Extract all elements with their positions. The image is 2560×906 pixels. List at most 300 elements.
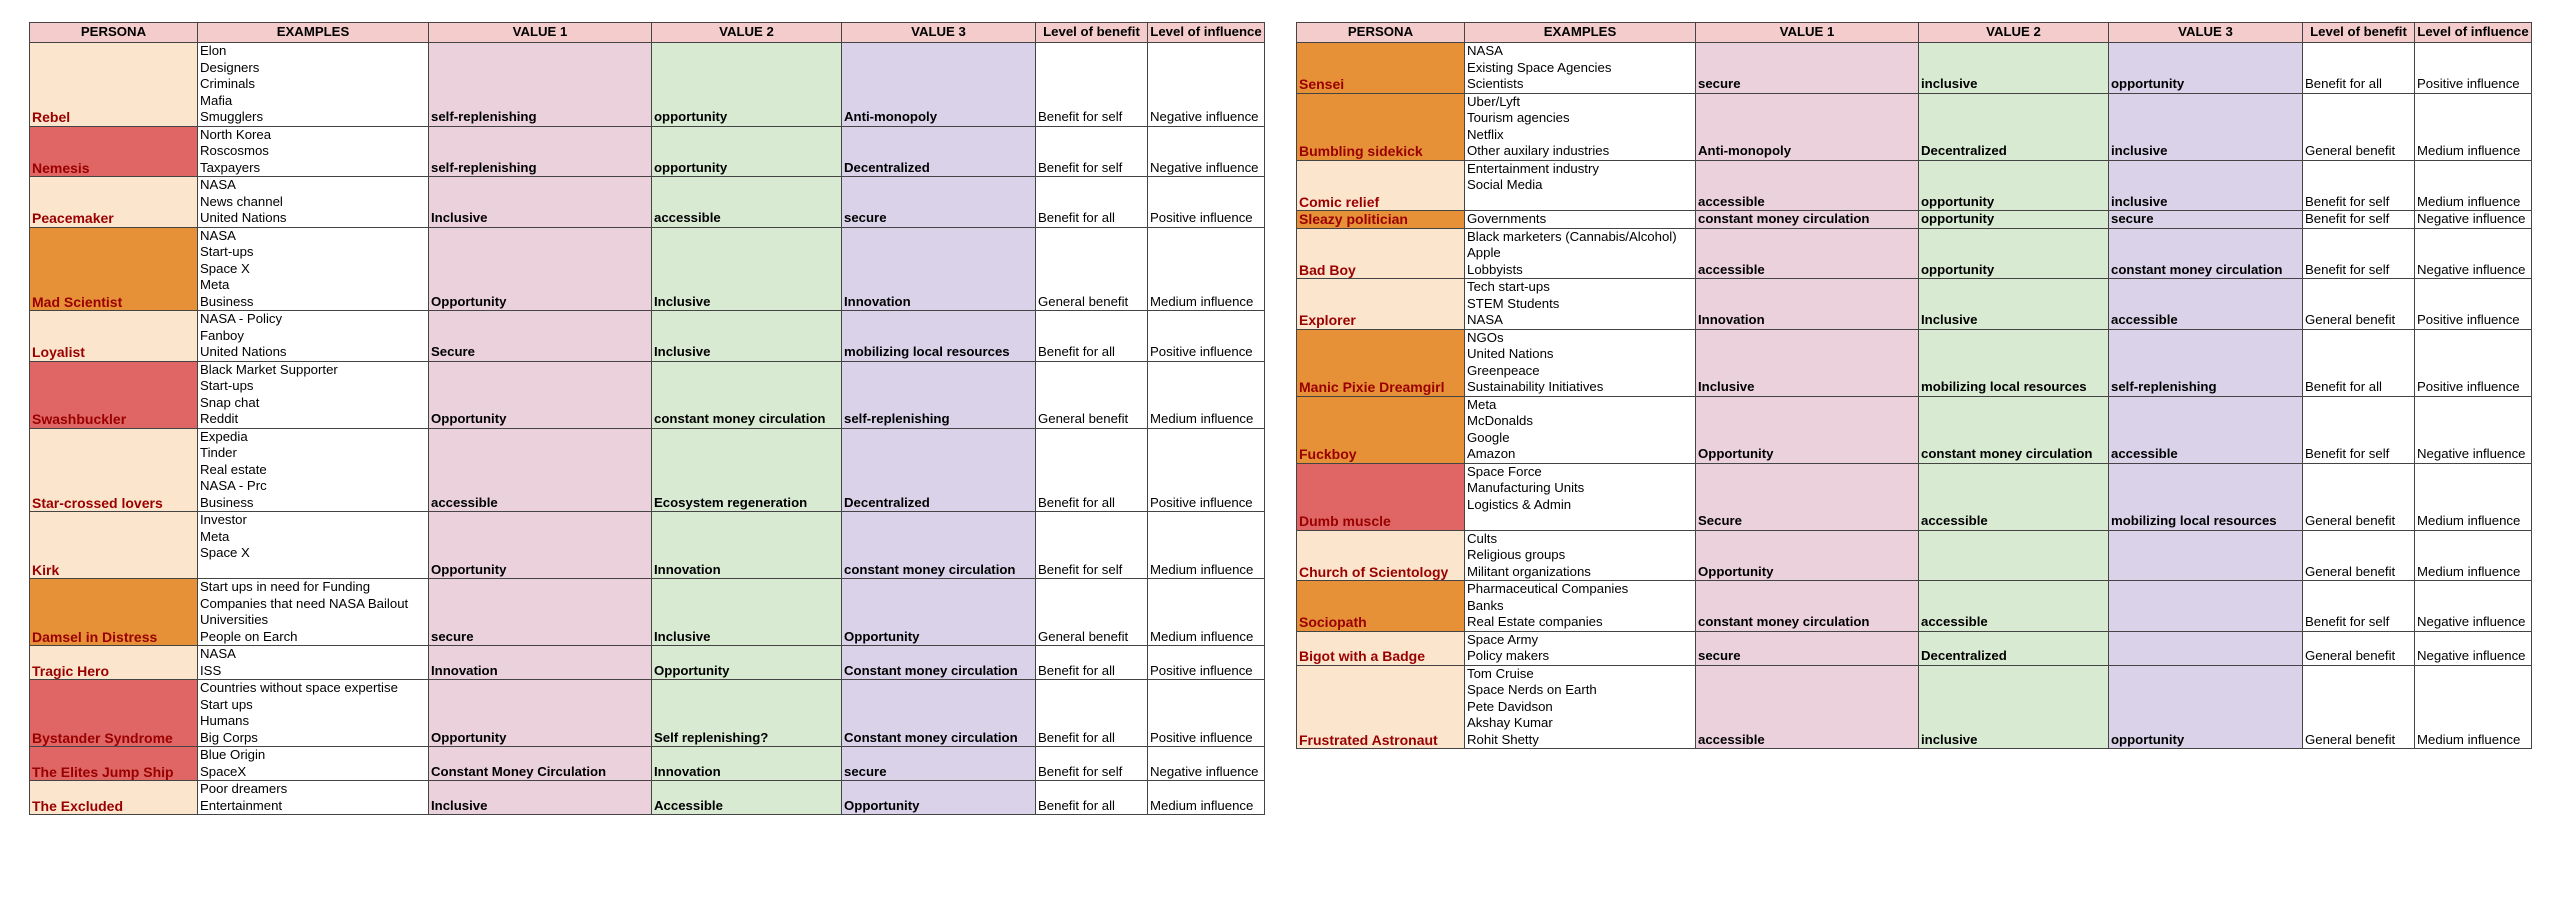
example-item: Banks: [1467, 597, 1504, 613]
table-row: [30, 43, 1265, 127]
influence-cell: Negative influence: [1148, 43, 1265, 127]
value-2-cell: Decentralized: [1919, 631, 2109, 665]
example-item: Real estate: [200, 461, 267, 477]
value-1-cell: accessible: [1696, 228, 1919, 279]
example-item: Apple: [1467, 245, 1501, 260]
persona-cell: Fuckboy: [1297, 396, 1465, 463]
benefit-cell: General benefit: [2303, 463, 2415, 530]
influence-cell: Medium influence: [1148, 361, 1265, 428]
right-persona-table: [1296, 22, 2532, 749]
example-item: Social Media: [1467, 177, 1543, 192]
persona-cell: Frustrated Astronaut: [1297, 665, 1465, 749]
table-row: [30, 227, 1265, 311]
persona-cell: Church of Scientology: [1297, 530, 1465, 581]
benefit-cell: Benefit for self: [2303, 581, 2415, 632]
example-item: Netflix: [1467, 126, 1504, 142]
table-row: [30, 177, 1265, 228]
value-3-cell: opportunity: [2109, 43, 2303, 94]
table-row: [1297, 530, 2532, 581]
example-item: Universities: [200, 612, 269, 627]
example-item: ISS: [200, 662, 222, 678]
value-3-cell: accessible: [2109, 396, 2303, 463]
table-row: [1297, 211, 2532, 229]
right-table-body: [1297, 43, 2532, 749]
value-2-cell: Opportunity: [652, 646, 842, 680]
influence-cell: Negative influence: [2415, 396, 2532, 463]
persona-cell: Comic relief: [1297, 160, 1465, 211]
example-item: Criminals: [200, 76, 255, 91]
example-item: Google: [1467, 429, 1510, 445]
example-item: Existing Space Agencies: [1467, 59, 1612, 75]
examples-cell: [198, 646, 429, 680]
example-item: News channel: [200, 193, 283, 209]
example-item: Logistics & Admin: [1467, 496, 1572, 512]
examples-cell: [198, 311, 429, 362]
benefit-cell: Benefit for all: [1036, 177, 1148, 228]
value-1-cell: accessible: [1696, 665, 1919, 749]
influence-cell: Medium influence: [1148, 512, 1265, 579]
value-3-cell: mobilizing local resources: [2109, 463, 2303, 530]
influence-cell: Positive influence: [1148, 311, 1265, 362]
value-1-cell: Opportunity: [429, 227, 652, 311]
value-3-cell: Decentralized: [842, 126, 1036, 177]
table-row: [30, 428, 1265, 512]
example-item: Countries without space expertise: [200, 680, 398, 695]
persona-cell: Damsel in Distress: [30, 579, 198, 646]
value-2-cell: accessible: [1919, 581, 2109, 632]
value-1-cell: Innovation: [1696, 279, 1919, 330]
value-1-cell: accessible: [1696, 160, 1919, 211]
header-value-1: VALUE 1: [1696, 23, 1919, 43]
header-examples: EXAMPLES: [1465, 23, 1696, 43]
table-row: [30, 646, 1265, 680]
example-item: North Korea: [200, 126, 272, 142]
value-1-cell: Opportunity: [429, 512, 652, 579]
value-2-cell: opportunity: [652, 126, 842, 177]
example-item: Entertainment industry: [1467, 160, 1599, 176]
example-item: Elon: [200, 43, 227, 58]
example-item: Space X: [200, 545, 250, 560]
table-row: [1297, 396, 2532, 463]
value-1-cell: Constant Money Circulation: [429, 747, 652, 781]
examples-cell: [1465, 211, 1696, 229]
example-item: Designers: [200, 59, 260, 75]
example-item: Space Nerds on Earth: [1467, 682, 1597, 697]
example-item: NASA: [200, 646, 236, 661]
benefit-cell: Benefit for self: [2303, 396, 2415, 463]
benefit-cell: Benefit for all: [1036, 646, 1148, 680]
example-item: Start-ups: [200, 378, 254, 393]
value-2-cell: Inclusive: [652, 311, 842, 362]
benefit-cell: General benefit: [2303, 665, 2415, 749]
example-item: United Nations: [200, 344, 287, 359]
table-row: [30, 781, 1265, 815]
value-1-cell: Inclusive: [1696, 329, 1919, 396]
value-2-cell: Accessible: [652, 781, 842, 815]
example-item: Other auxilary industries: [1467, 143, 1610, 158]
benefit-cell: General benefit: [2303, 530, 2415, 581]
persona-cell: Rebel: [30, 43, 198, 127]
value-3-cell: Anti-monopoly: [842, 43, 1036, 127]
value-1-cell: Inclusive: [429, 177, 652, 228]
header-persona: PERSONA: [30, 23, 198, 43]
header-influence: Level of influence: [1148, 23, 1265, 43]
value-3-cell: constant money circulation: [842, 512, 1036, 579]
value-2-cell: Decentralized: [1919, 93, 2109, 160]
value-1-cell: self-replenishing: [429, 43, 652, 127]
persona-cell: Star-crossed lovers: [30, 428, 198, 512]
value-3-cell: [2109, 631, 2303, 665]
header-benefit: Level of benefit: [2303, 23, 2415, 43]
header-influence: Level of influence: [2415, 23, 2532, 43]
header-persona: PERSONA: [1297, 23, 1465, 43]
examples-cell: [198, 177, 429, 228]
value-1-cell: Secure: [1696, 463, 1919, 530]
example-item: NASA: [1467, 312, 1503, 327]
example-item: Reddit: [200, 411, 239, 426]
example-item: People on Earch: [200, 628, 298, 644]
examples-cell: [1465, 581, 1696, 632]
persona-cell: Peacemaker: [30, 177, 198, 228]
examples-cell: [1465, 530, 1696, 581]
example-item: Start ups: [200, 696, 253, 712]
value-2-cell: constant money circulation: [652, 361, 842, 428]
examples-cell: [1465, 93, 1696, 160]
examples-cell: [1465, 43, 1696, 94]
example-item: Taxpayers: [200, 159, 261, 175]
example-item: Mafia: [200, 92, 233, 108]
table-row: [30, 512, 1265, 579]
influence-cell: Negative influence: [1148, 126, 1265, 177]
value-3-cell: opportunity: [2109, 665, 2303, 749]
value-2-cell: mobilizing local resources: [1919, 329, 2109, 396]
value-1-cell: Anti-monopoly: [1696, 93, 1919, 160]
header-value-3: VALUE 3: [2109, 23, 2303, 43]
example-item: Greenpeace: [1467, 362, 1540, 378]
value-2-cell: opportunity: [1919, 228, 2109, 279]
persona-cell: The Elites Jump Ship: [30, 747, 198, 781]
benefit-cell: Benefit for all: [1036, 680, 1148, 747]
examples-cell: [198, 227, 429, 311]
influence-cell: Medium influence: [1148, 227, 1265, 311]
examples-cell: [198, 781, 429, 815]
header-value-2: VALUE 2: [652, 23, 842, 43]
influence-cell: Medium influence: [1148, 579, 1265, 646]
examples-cell: [1465, 631, 1696, 665]
value-3-cell: Opportunity: [842, 579, 1036, 646]
benefit-cell: Benefit for all: [1036, 781, 1148, 815]
example-item: Smugglers: [200, 109, 264, 124]
examples-cell: [198, 512, 429, 579]
table-row: [1297, 43, 2532, 94]
persona-cell: Bad Boy: [1297, 228, 1465, 279]
example-item: Amazon: [1467, 446, 1516, 461]
influence-cell: Positive influence: [1148, 680, 1265, 747]
value-3-cell: secure: [842, 747, 1036, 781]
example-item: Governments: [1467, 211, 1547, 226]
benefit-cell: Benefit for self: [1036, 747, 1148, 781]
persona-cell: Bystander Syndrome: [30, 680, 198, 747]
value-2-cell: opportunity: [1919, 160, 2109, 211]
persona-cell: Bigot with a Badge: [1297, 631, 1465, 665]
benefit-cell: Benefit for self: [2303, 228, 2415, 279]
influence-cell: Positive influence: [1148, 646, 1265, 680]
benefit-cell: Benefit for all: [1036, 311, 1148, 362]
table-row: [30, 579, 1265, 646]
examples-cell: [1465, 329, 1696, 396]
benefit-cell: Benefit for self: [1036, 512, 1148, 579]
influence-cell: Positive influence: [2415, 43, 2532, 94]
value-2-cell: Innovation: [652, 512, 842, 579]
example-item: NGOs: [1467, 329, 1504, 345]
value-3-cell: Decentralized: [842, 428, 1036, 512]
example-item: Uber/Lyft: [1467, 93, 1521, 109]
persona-cell: Manic Pixie Dreamgirl: [1297, 329, 1465, 396]
value-1-cell: Opportunity: [1696, 530, 1919, 581]
influence-cell: Medium influence: [1148, 781, 1265, 815]
header-value-2: VALUE 2: [1919, 23, 2109, 43]
value-2-cell: Inclusive: [652, 579, 842, 646]
benefit-cell: Benefit for self: [2303, 211, 2415, 229]
persona-cell: Sleazy politician: [1297, 211, 1465, 229]
value-1-cell: accessible: [429, 428, 652, 512]
value-2-cell: accessible: [1919, 463, 2109, 530]
value-3-cell: secure: [2109, 211, 2303, 229]
value-3-cell: inclusive: [2109, 93, 2303, 160]
value-1-cell: constant money circulation: [1696, 581, 1919, 632]
example-item: Business: [200, 293, 254, 309]
examples-cell: [198, 680, 429, 747]
value-3-cell: Constant money circulation: [842, 680, 1036, 747]
benefit-cell: Benefit for self: [1036, 126, 1148, 177]
benefit-cell: Benefit for all: [2303, 329, 2415, 396]
value-3-cell: Innovation: [842, 227, 1036, 311]
persona-cell: Loyalist: [30, 311, 198, 362]
example-item: Snap chat: [200, 394, 260, 410]
value-2-cell: accessible: [652, 177, 842, 228]
example-item: Tom Cruise: [1467, 665, 1534, 681]
table-row: [30, 311, 1265, 362]
benefit-cell: General benefit: [2303, 279, 2415, 330]
example-item: Expedia: [200, 428, 248, 444]
example-item: Manufacturing Units: [1467, 480, 1585, 495]
example-item: Rohit Shetty: [1467, 731, 1539, 747]
influence-cell: Medium influence: [2415, 93, 2532, 160]
value-3-cell: constant money circulation: [2109, 228, 2303, 279]
value-2-cell: constant money circulation: [1919, 396, 2109, 463]
influence-cell: Positive influence: [2415, 279, 2532, 330]
example-item: Roscosmos: [200, 143, 269, 158]
examples-cell: [198, 579, 429, 646]
influence-cell: Medium influence: [2415, 463, 2532, 530]
example-item: SpaceX: [200, 763, 247, 779]
value-3-cell: accessible: [2109, 279, 2303, 330]
examples-cell: [198, 43, 429, 127]
table-row: [30, 361, 1265, 428]
persona-cell: Dumb muscle: [1297, 463, 1465, 530]
examples-cell: [198, 747, 429, 781]
example-item: Cults: [1467, 530, 1498, 546]
example-item: Poor dreamers: [200, 781, 288, 796]
example-item: Investor: [200, 512, 247, 527]
example-item: [200, 562, 426, 579]
header-row: [1297, 23, 2532, 43]
value-2-cell: Self replenishing?: [652, 680, 842, 747]
value-2-cell: Innovation: [652, 747, 842, 781]
persona-cell: The Excluded: [30, 781, 198, 815]
examples-cell: [198, 126, 429, 177]
table-row: [30, 747, 1265, 781]
value-2-cell: Ecosystem regeneration: [652, 428, 842, 512]
example-item: McDonalds: [1467, 413, 1533, 428]
persona-cell: Tragic Hero: [30, 646, 198, 680]
table-row: [1297, 279, 2532, 330]
value-2-cell: opportunity: [652, 43, 842, 127]
influence-cell: Medium influence: [2415, 160, 2532, 211]
example-item: NASA: [200, 177, 236, 192]
benefit-cell: Benefit for all: [1036, 428, 1148, 512]
value-3-cell: self-replenishing: [842, 361, 1036, 428]
benefit-cell: General benefit: [1036, 361, 1148, 428]
value-1-cell: Opportunity: [1696, 396, 1919, 463]
example-item: Sustainability Initiatives: [1467, 379, 1604, 394]
example-item: NASA: [200, 227, 236, 243]
header-benefit: Level of benefit: [1036, 23, 1148, 43]
table-row: [1297, 665, 2532, 749]
value-1-cell: Inclusive: [429, 781, 652, 815]
header-value-3: VALUE 3: [842, 23, 1036, 43]
benefit-cell: General benefit: [2303, 93, 2415, 160]
example-item: Start ups in need for Funding: [200, 579, 371, 594]
table-row: [1297, 329, 2532, 396]
example-item: Business: [200, 494, 254, 510]
value-2-cell: inclusive: [1919, 665, 2109, 749]
influence-cell: Positive influence: [2415, 329, 2532, 396]
persona-cell: Mad Scientist: [30, 227, 198, 311]
examples-cell: [1465, 228, 1696, 279]
left-table-body: [30, 43, 1265, 815]
influence-cell: Negative influence: [2415, 211, 2532, 229]
example-item: [1467, 513, 1693, 530]
persona-cell: Sensei: [1297, 43, 1465, 94]
persona-cell: Bumbling sidekick: [1297, 93, 1465, 160]
example-item: Space Force: [1467, 463, 1542, 479]
benefit-cell: Benefit for self: [1036, 43, 1148, 127]
influence-cell: Medium influence: [2415, 665, 2532, 749]
example-item: Akshay Kumar: [1467, 715, 1553, 730]
example-item: Policy makers: [1467, 648, 1550, 663]
example-item: Blue Origin: [200, 747, 266, 762]
example-item: Black Market Supporter: [200, 361, 338, 377]
example-item: Companies that need NASA Bailout: [200, 595, 409, 611]
table-row: [1297, 160, 2532, 211]
value-1-cell: secure: [1696, 43, 1919, 94]
benefit-cell: Benefit for all: [2303, 43, 2415, 94]
example-item: Pharmaceutical Companies: [1467, 581, 1629, 596]
example-item: Big Corps: [200, 729, 258, 745]
example-item: Fanboy: [200, 327, 244, 343]
table-row: [1297, 581, 2532, 632]
influence-cell: Negative influence: [2415, 581, 2532, 632]
influence-cell: Positive influence: [1148, 177, 1265, 228]
example-item: NASA - Policy: [200, 311, 283, 326]
value-1-cell: Secure: [429, 311, 652, 362]
benefit-cell: General benefit: [2303, 631, 2415, 665]
value-3-cell: Constant money circulation: [842, 646, 1036, 680]
example-item: Entertainment: [200, 797, 283, 813]
influence-cell: Negative influence: [2415, 631, 2532, 665]
example-item: [1467, 194, 1693, 211]
example-item: STEM Students: [1467, 295, 1560, 311]
example-item: Tinder: [200, 445, 237, 460]
benefit-cell: General benefit: [1036, 227, 1148, 311]
benefit-cell: Benefit for self: [2303, 160, 2415, 211]
example-item: Space Army: [1467, 631, 1539, 647]
example-item: Black marketers (Cannabis/Alcohol): [1467, 228, 1677, 244]
benefit-cell: General benefit: [1036, 579, 1148, 646]
persona-cell: Nemesis: [30, 126, 198, 177]
value-1-cell: secure: [429, 579, 652, 646]
persona-cell: Kirk: [30, 512, 198, 579]
example-item: Lobbyists: [1467, 261, 1523, 277]
example-item: Scientists: [1467, 76, 1524, 91]
example-item: NASA: [1467, 43, 1503, 58]
persona-cell: Sociopath: [1297, 581, 1465, 632]
table-row: [1297, 463, 2532, 530]
example-item: Militant organizations: [1467, 563, 1591, 579]
value-1-cell: constant money circulation: [1696, 211, 1919, 229]
examples-cell: [198, 361, 429, 428]
examples-cell: [1465, 279, 1696, 330]
value-2-cell: [1919, 530, 2109, 581]
value-3-cell: secure: [842, 177, 1036, 228]
example-item: Meta: [200, 277, 230, 292]
table-row: [30, 680, 1265, 747]
value-3-cell: [2109, 530, 2303, 581]
example-item: Pete Davidson: [1467, 698, 1553, 714]
value-3-cell: mobilizing local resources: [842, 311, 1036, 362]
value-1-cell: self-replenishing: [429, 126, 652, 177]
value-2-cell: Inclusive: [1919, 279, 2109, 330]
example-item: Start-ups: [200, 244, 254, 259]
influence-cell: Negative influence: [2415, 228, 2532, 279]
table-row: [30, 126, 1265, 177]
value-1-cell: Opportunity: [429, 361, 652, 428]
value-1-cell: secure: [1696, 631, 1919, 665]
influence-cell: Medium influence: [2415, 530, 2532, 581]
value-3-cell: self-replenishing: [2109, 329, 2303, 396]
value-1-cell: Opportunity: [429, 680, 652, 747]
value-3-cell: Opportunity: [842, 781, 1036, 815]
header-examples: EXAMPLES: [198, 23, 429, 43]
example-item: Tourism agencies: [1467, 110, 1570, 125]
persona-cell: Swashbuckler: [30, 361, 198, 428]
table-row: [1297, 631, 2532, 665]
left-persona-table: [29, 22, 1265, 815]
influence-cell: Negative influence: [1148, 747, 1265, 781]
examples-cell: [1465, 396, 1696, 463]
example-item: Meta: [200, 528, 230, 544]
examples-cell: [198, 428, 429, 512]
value-1-cell: Innovation: [429, 646, 652, 680]
example-item: Tech start-ups: [1467, 279, 1550, 294]
header-row: [30, 23, 1265, 43]
example-item: United Nations: [1467, 346, 1554, 361]
example-item: Meta: [1467, 396, 1497, 412]
example-item: Real Estate companies: [1467, 614, 1603, 629]
example-item: NASA - Prc: [200, 478, 267, 493]
value-3-cell: inclusive: [2109, 160, 2303, 211]
